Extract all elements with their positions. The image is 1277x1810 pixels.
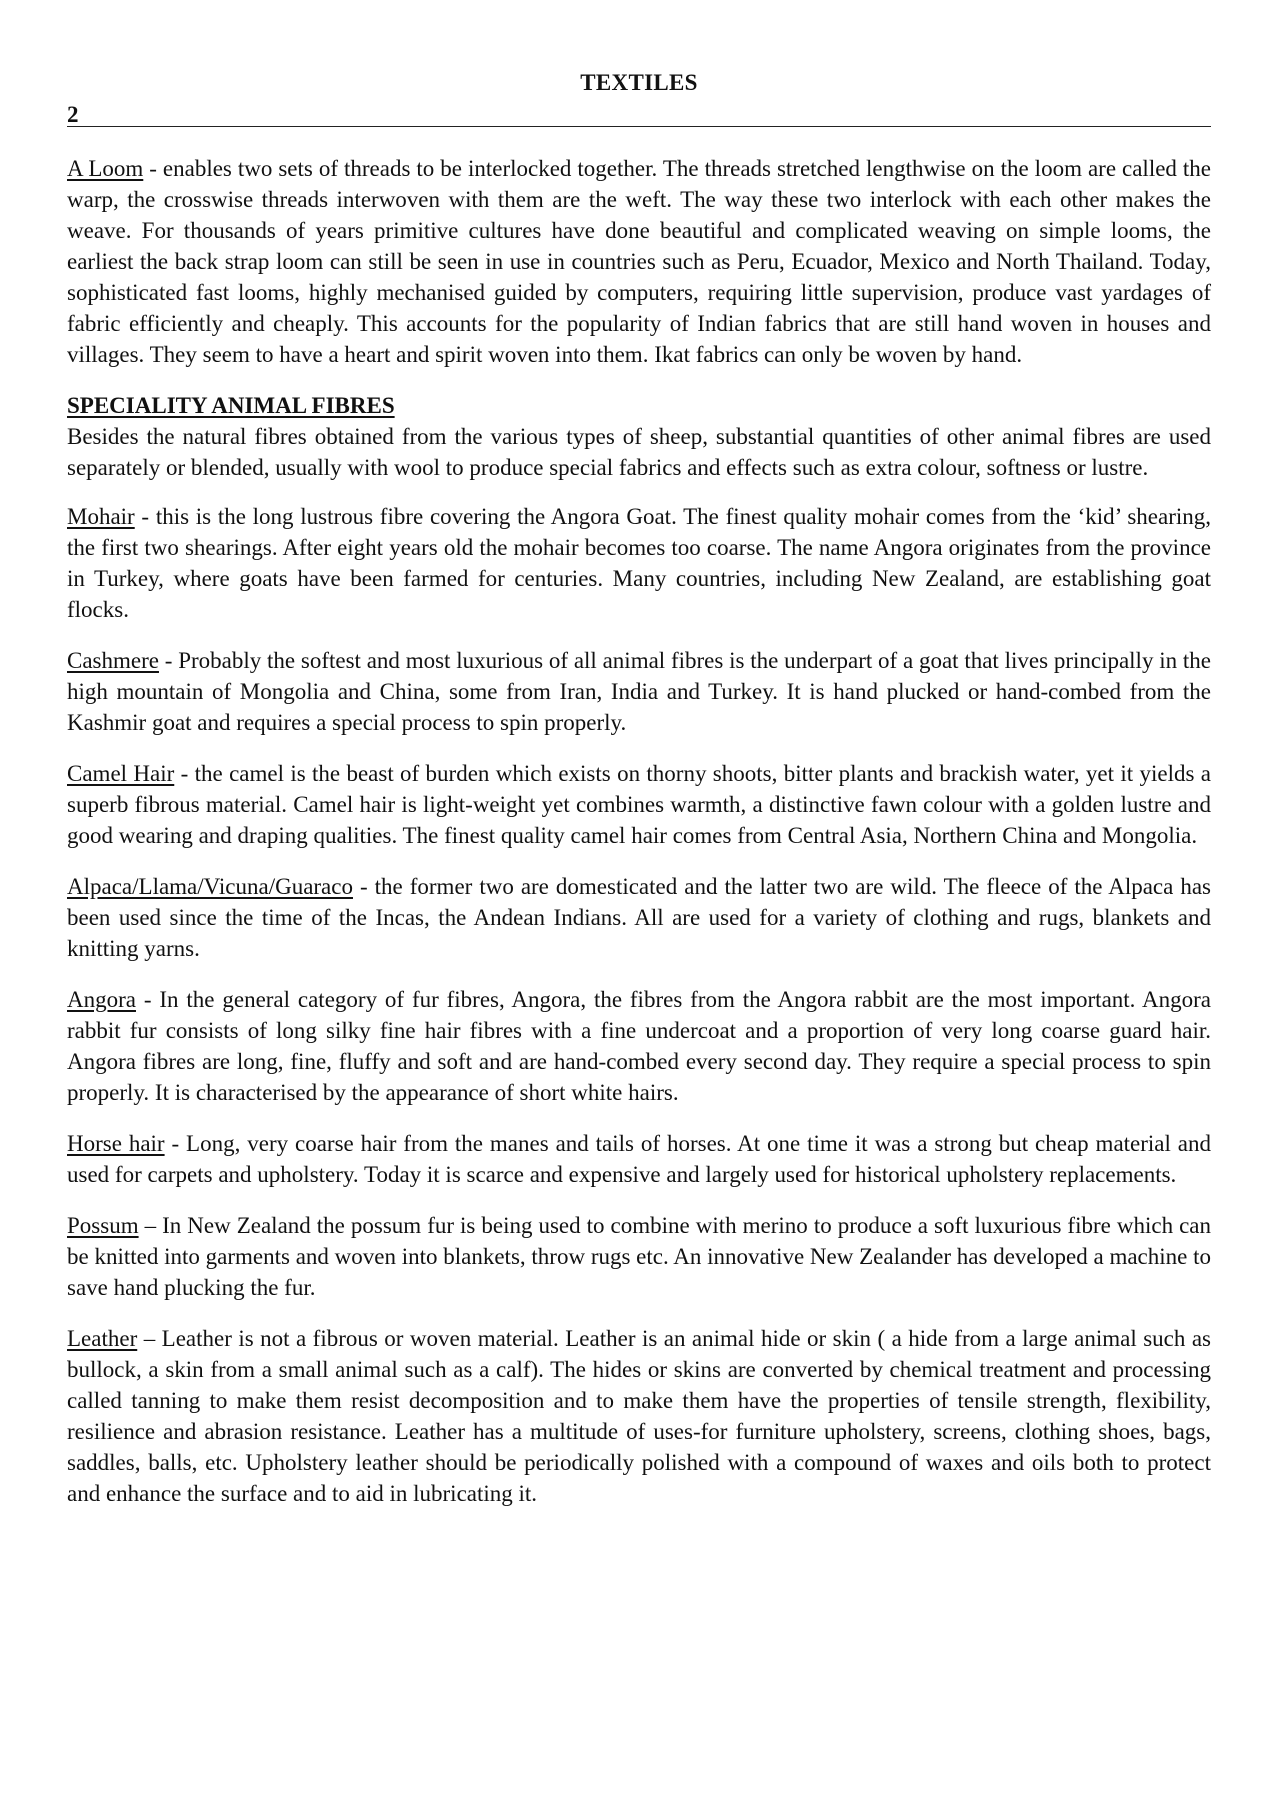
- entry-term: Cashmere: [67, 648, 159, 673]
- entry-paragraph-mohair: [67, 501, 1211, 625]
- entry-text: - the camel is the beast of burden which exists on thorny shoots, bitter plants and brackish water, yet it yields a superb fibrous material. Camel hair is light-weight yet combines warmth, a distinctive fawn colour with a golden lustre and good wearing and draping qualities. The finest quality camel hair comes from Central Asia, Northern China and Mongolia.: [67, 761, 1212, 848]
- entry-paragraph-camel-hair: [67, 758, 1211, 851]
- entry-text: - Probably the softest and most luxurious of all animal fibres is the underpart of a goat that lives principally in the high mountain of Mongolia and China, some from Iran, India and Turkey. It is hand plucked or hand-combed from the Kashmir goat and requires a special process to spin properly.: [67, 648, 1211, 735]
- entry-term: A Loom: [67, 156, 144, 181]
- running-head: TEXTILES: [580, 70, 698, 95]
- entry-term: Mohair: [67, 504, 135, 529]
- entry-paragraph-alpaca: [67, 871, 1211, 964]
- header-rule: [67, 126, 1211, 127]
- entry-paragraph-possum: [67, 1210, 1211, 1303]
- section-heading: SPECIALITY ANIMAL FIBRES: [67, 393, 395, 418]
- entry-term: Possum: [67, 1213, 139, 1238]
- entry-paragraph-cashmere: [67, 645, 1211, 738]
- page-number: 2: [67, 102, 79, 127]
- document-body: [67, 153, 1211, 1529]
- entry-term: Camel Hair: [67, 761, 175, 786]
- entry-text: – Leather is not a fibrous or woven material. Leather is an animal hide or skin ( a hide from a large animal such as bullock, a skin from a small animal such as a calf). The hides or skins are converted by chemical treatment and processing called tanning to make them resist decomposition and to make them have the properties of tensile strength, flexibility, resilience and abrasion resistance. Leather has a multitude of uses-for furniture upholstery, screens, clothing shoes, bags, saddles, balls, etc. Upholstery leather should be periodically polished with a compound of waxes and oils both to protect and enhance the surface and to aid in lubricating it.: [67, 1326, 1211, 1506]
- entry-term: Horse hair: [67, 1131, 165, 1156]
- entry-term: Alpaca/Llama/Vicuna/Guaraco: [67, 874, 353, 899]
- entry-paragraph-angora: [67, 984, 1211, 1108]
- entry-term: Leather: [67, 1326, 138, 1351]
- entry-text: - this is the long lustrous fibre covering the Angora Goat. The finest quality mohair comes from the ‘kid’ shearing, the first two shearings. After eight years old the mohair becomes too coarse. The name Angora originates from the province in Turkey, where goats have been farmed for centuries. Many countries, including New Zealand, are establishing goat flocks.: [67, 504, 1211, 622]
- section-lead-paragraph: Besides the natural fibres obtained from the various types of sheep, substantial quantities of other animal fibres are used separately or blended, usually with wool to produce special fabrics and effects such as extra colour, softness or lustre.: [67, 424, 1211, 480]
- entry-paragraph-leather: [67, 1323, 1211, 1509]
- entry-paragraph-horse-hair: [67, 1128, 1211, 1190]
- entry-term: Angora: [67, 987, 136, 1012]
- entry-text: - In the general category of fur fibres, Angora, the fibres from the Angora rabbit are the most important. Angora rabbit fur consists of long silky fine hair fibres with a fine undercoat and a proportion of very long coarse guard hair. Angora fibres are long, fine, fluffy and soft and are hand-combed every second day. They require a special process to spin properly. It is characterised by the appearance of short white hairs.: [67, 987, 1211, 1105]
- entry-text: - Long, very coarse hair from the manes and tails of horses. At one time it was a strong but cheap material and used for carpets and upholstery. Today it is scarce and expensive and largely used for historical upholstery replacements.: [67, 1131, 1212, 1187]
- entry-text: - the former two are domesticated and the latter two are wild. The fleece of the Alpaca has been used since the time of the Incas, the Andean Indians. All are used for a variety of clothing and rugs, blankets and knitting yarns.: [67, 874, 1211, 961]
- entry-text: - enables two sets of threads to be interlocked together. The threads stretched lengthwise on the loom are called the warp, the crosswise threads interwoven with them are the weft. The way these two interlock with each other makes the weave. For thousands of years primitive cultures have done beautiful and complicated weaving on simple looms, the earliest the back strap loom can still be seen in use in countries such as Peru, Ecuador, Mexico and North Thailand. Today, sophisticated fast looms, highly mechanised guided by computers, requiring little supervision, produce vast yardages of fabric efficiently and cheaply. This accounts for the popularity of Indian fabrics that are still hand woven in houses and villages. They seem to have a heart and spirit woven into them. Ikat fabrics can only be woven by hand.: [67, 156, 1212, 367]
- entry-text: – In New Zealand the possum fur is being used to combine with merino to produce a soft luxurious fibre which can be knitted into garments and woven into blankets, throw rugs etc. An innovative New Zealander has developed a machine to save hand plucking the fur.: [67, 1213, 1211, 1300]
- intro-paragraph: [67, 153, 1211, 370]
